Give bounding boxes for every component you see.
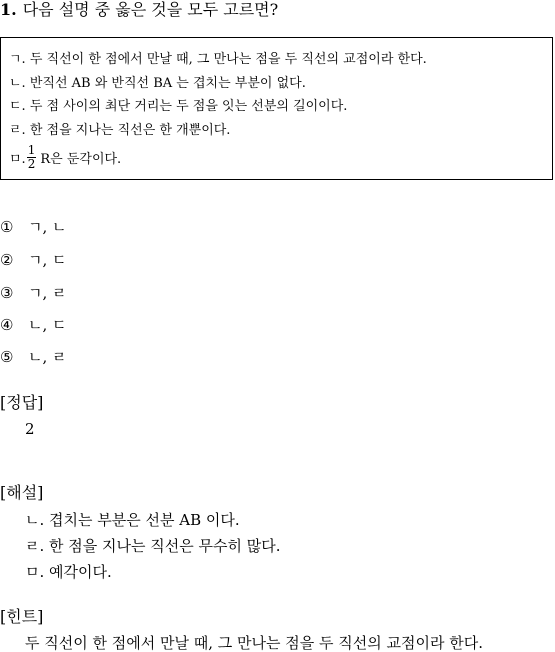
hint-label: [힌트] <box>0 607 44 626</box>
choice-text: ㄴ, ㄹ <box>28 348 67 366</box>
choice-text: ㄱ, ㄹ <box>28 284 67 302</box>
statement-text: 두 직선이 한 점에서 만날 때, 그 만나는 점을 두 직선의 교점이라 한다. <box>25 52 427 67</box>
choice-text: ㄱ, ㄷ <box>28 251 67 269</box>
statement-box <box>0 37 553 180</box>
choice-number: ④ <box>0 316 14 334</box>
question-text: 다음 설명 중 옳은 것을 모두 고르면? <box>22 0 279 19</box>
statement-item <box>9 76 306 92</box>
statement-text: 한 점을 지나는 직선은 한 개뿐이다. <box>25 123 231 138</box>
choice-text: ㄴ, ㄷ <box>28 316 67 334</box>
hint-text: 두 직선이 한 점에서 만날 때, 그 만나는 점을 두 직선의 교점이라 한다. <box>25 634 483 652</box>
statement-item <box>9 143 122 173</box>
choice-number: ⑤ <box>0 348 14 366</box>
statement-marker: ㄱ. <box>9 52 26 67</box>
answer-choice[interactable] <box>0 284 67 302</box>
answer-value: 2 <box>25 420 35 438</box>
statement-item <box>9 52 427 68</box>
choice-number: ③ <box>0 284 14 302</box>
statement-text: R은 둔각이다. <box>40 152 122 167</box>
question-title <box>0 0 278 20</box>
statement-marker: ㄹ. <box>9 123 26 138</box>
statement-marker: ㄷ. <box>9 99 26 114</box>
statement-item <box>9 99 347 115</box>
question-number: 1. <box>0 0 17 19</box>
answer-choice[interactable] <box>0 251 67 269</box>
explanation-line: ㄹ. 한 점을 지나는 직선은 무수히 많다. <box>25 537 281 555</box>
choice-number: ① <box>0 218 14 236</box>
answer-label: [정답] <box>0 393 44 412</box>
statement-text: 반직선 AB 와 반직선 BA 는 겹치는 부분이 없다. <box>25 76 306 91</box>
fraction-numerator: 1 <box>27 143 36 157</box>
fraction-denominator: 2 <box>27 157 36 171</box>
statement-text: 두 점 사이의 최단 거리는 두 점을 잇는 선분의 길이이다. <box>25 99 348 114</box>
statement-item <box>9 123 230 139</box>
explanation-line: ㅁ. 예각이다. <box>25 563 112 581</box>
answer-choice[interactable] <box>0 316 67 334</box>
answer-choice[interactable] <box>0 348 67 366</box>
fraction <box>27 144 37 171</box>
statement-marker: ㅁ. <box>9 152 26 167</box>
explanation-line: ㄴ. 겹치는 부분은 선분 AB 이다. <box>25 511 240 529</box>
explanation-label: [해설] <box>0 483 44 502</box>
choice-text: ㄱ, ㄴ <box>28 218 67 236</box>
choice-number: ② <box>0 251 14 269</box>
statement-marker: ㄴ. <box>9 76 26 91</box>
answer-choice[interactable] <box>0 218 67 236</box>
